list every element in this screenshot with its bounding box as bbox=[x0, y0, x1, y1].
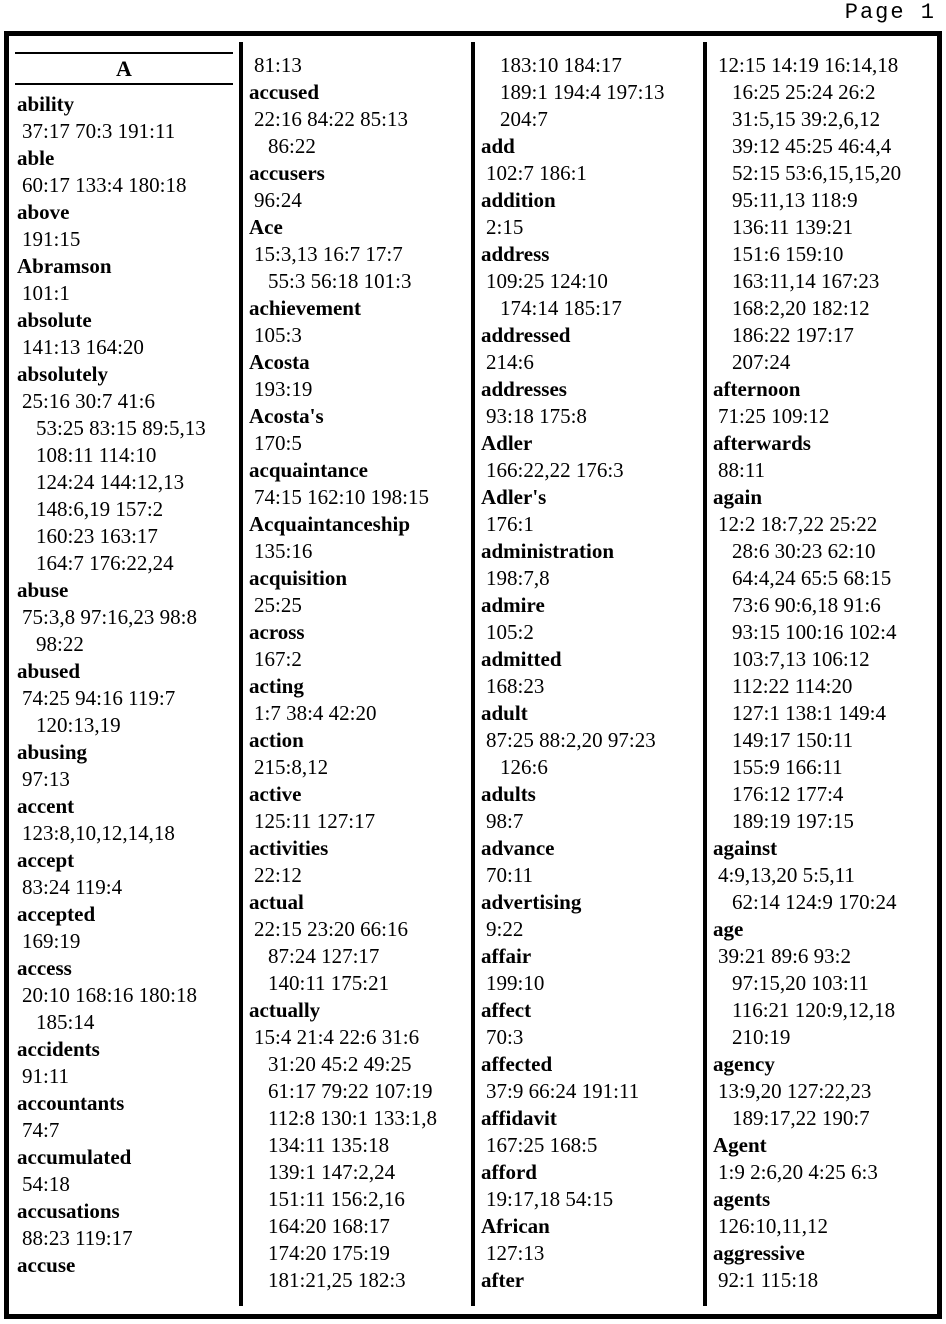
index-references-line: 97:13 bbox=[22, 767, 70, 791]
index-references-line: 70:3 bbox=[486, 1025, 524, 1049]
index-references-line: 86:22 bbox=[268, 134, 316, 158]
index-term: again bbox=[713, 485, 763, 509]
index-references-line: 160:23 163:17 bbox=[36, 524, 158, 548]
index-term: action bbox=[249, 728, 304, 752]
index-references-line: 134:11 135:18 bbox=[268, 1133, 390, 1157]
index-references-line: 55:3 56:18 101:3 bbox=[268, 269, 412, 293]
index-references-line: 101:1 bbox=[22, 281, 70, 305]
index-term: against bbox=[713, 836, 778, 860]
index-term: addresses bbox=[481, 377, 567, 401]
index-references-line: 214:6 bbox=[486, 350, 534, 374]
index-term: address bbox=[481, 242, 550, 266]
index-references-line: 126:10,11,12 bbox=[718, 1214, 829, 1238]
index-term: after bbox=[481, 1268, 525, 1292]
index-references-line: 136:11 139:21 bbox=[732, 215, 854, 239]
index-references-line: 70:11 bbox=[486, 863, 534, 887]
index-references-line: 102:7 186:1 bbox=[486, 161, 587, 185]
index-references-line: 98:22 bbox=[36, 632, 84, 656]
index-column-2 bbox=[241, 36, 473, 1314]
index-term: age bbox=[713, 917, 744, 941]
index-term: absolutely bbox=[17, 362, 109, 386]
index-references-line: 54:18 bbox=[22, 1172, 70, 1196]
index-references-line: 60:17 133:4 180:18 bbox=[22, 173, 187, 197]
index-term: addressed bbox=[481, 323, 571, 347]
index-references-line: 176:1 bbox=[486, 512, 534, 536]
index-term: afternoon bbox=[713, 377, 801, 401]
index-references-line: 74:15 162:10 198:15 bbox=[254, 485, 430, 509]
index-references-line: 189:17,22 190:7 bbox=[732, 1106, 870, 1130]
index-term: affected bbox=[481, 1052, 553, 1076]
index-term: aggressive bbox=[713, 1241, 805, 1265]
index-references-line: 25:16 30:7 41:6 bbox=[22, 389, 156, 413]
index-references-line: 22:16 84:22 85:13 bbox=[254, 107, 409, 131]
index-references-line: 31:20 45:2 49:25 bbox=[268, 1052, 412, 1076]
column-divider bbox=[239, 42, 243, 1306]
index-references-line: 28:6 30:23 62:10 bbox=[732, 539, 876, 563]
index-term: adults bbox=[481, 782, 536, 806]
index-references-line: 105:2 bbox=[486, 620, 534, 644]
index-references-line: 1:9 2:6,20 4:25 6:3 bbox=[718, 1160, 878, 1184]
index-references-line: 109:25 124:10 bbox=[486, 269, 608, 293]
index-references-line: 37:9 66:24 191:11 bbox=[486, 1079, 640, 1103]
index-term: Acquaintanceship bbox=[249, 512, 411, 536]
index-references-line: 167:25 168:5 bbox=[486, 1133, 598, 1157]
index-references-line: 16:25 25:24 26:2 bbox=[732, 80, 876, 104]
index-term: advertising bbox=[481, 890, 582, 914]
page-number-label: Page 1 bbox=[844, 0, 936, 25]
index-references-line: 61:17 79:22 107:19 bbox=[268, 1079, 433, 1103]
index-term: actual bbox=[249, 890, 304, 914]
index-term: Acosta bbox=[249, 350, 310, 374]
index-term: accusers bbox=[249, 161, 325, 185]
index-references-line: 174:20 175:19 bbox=[268, 1241, 390, 1265]
index-references-line: 215:8,12 bbox=[254, 755, 329, 779]
index-references-line: 185:14 bbox=[36, 1010, 95, 1034]
index-references-line: 183:10 184:17 bbox=[500, 53, 622, 77]
index-references-line: 112:22 114:20 bbox=[732, 674, 853, 698]
index-references-line: 81:13 bbox=[254, 53, 302, 77]
index-term: accountants bbox=[17, 1091, 125, 1115]
column-divider bbox=[471, 42, 475, 1306]
index-term: Adler bbox=[481, 431, 533, 455]
index-references-line: 91:11 bbox=[22, 1064, 70, 1088]
index-references-line: 88:23 119:17 bbox=[22, 1226, 133, 1250]
index-term: acting bbox=[249, 674, 304, 698]
index-references-line: 92:1 115:18 bbox=[718, 1268, 819, 1292]
index-references-line: 135:16 bbox=[254, 539, 313, 563]
index-references-line: 151:11 156:2,16 bbox=[268, 1187, 405, 1211]
index-term: Acosta's bbox=[249, 404, 324, 428]
index-term: admitted bbox=[481, 647, 562, 671]
index-term: adult bbox=[481, 701, 528, 725]
index-references-line: 15:3,13 16:7 17:7 bbox=[254, 242, 403, 266]
index-references-line: 193:19 bbox=[254, 377, 313, 401]
index-references-line: 210:19 bbox=[732, 1025, 791, 1049]
index-term: Adler's bbox=[481, 485, 547, 509]
index-term: African bbox=[481, 1214, 550, 1238]
index-references-line: 98:7 bbox=[486, 809, 524, 833]
index-term: accept bbox=[17, 848, 75, 872]
index-references-line: 13:9,20 127:22,23 bbox=[718, 1079, 872, 1103]
index-references-line: 168:23 bbox=[486, 674, 545, 698]
index-references-line: 127:1 138:1 149:4 bbox=[732, 701, 887, 725]
index-references-line: 155:9 166:11 bbox=[732, 755, 843, 779]
index-references-line: 191:15 bbox=[22, 227, 81, 251]
index-references-line: 164:7 176:22,24 bbox=[36, 551, 174, 575]
index-references-line: 189:1 194:4 197:13 bbox=[500, 80, 665, 104]
column-divider bbox=[703, 42, 707, 1306]
index-term: across bbox=[249, 620, 305, 644]
index-references-line: 87:25 88:2,20 97:23 bbox=[486, 728, 656, 752]
index-term: addition bbox=[481, 188, 556, 212]
index-term: administration bbox=[481, 539, 615, 563]
index-references-line: 25:25 bbox=[254, 593, 302, 617]
index-term: abused bbox=[17, 659, 81, 683]
index-term: Abramson bbox=[17, 254, 112, 278]
index-references-line: 168:2,20 182:12 bbox=[732, 296, 870, 320]
index-references-line: 207:24 bbox=[732, 350, 791, 374]
index-references-line: 83:24 119:4 bbox=[22, 875, 123, 899]
index-term: achievement bbox=[249, 296, 361, 320]
index-references-line: 4:9,13,20 5:5,11 bbox=[718, 863, 855, 887]
index-column-3 bbox=[473, 36, 705, 1314]
index-references-line: 52:15 53:6,15,15,20 bbox=[732, 161, 902, 185]
index-references-line: 141:13 164:20 bbox=[22, 335, 144, 359]
index-references-line: 199:10 bbox=[486, 971, 545, 995]
index-references-line: 120:13,19 bbox=[36, 713, 121, 737]
index-term: abusing bbox=[17, 740, 88, 764]
index-references-line: 181:21,25 182:3 bbox=[268, 1268, 406, 1292]
index-references-line: 167:2 bbox=[254, 647, 302, 671]
index-column-1 bbox=[9, 36, 241, 1314]
index-term: absolute bbox=[17, 308, 92, 332]
index-references-line: 127:13 bbox=[486, 1241, 545, 1265]
index-term: acquaintance bbox=[249, 458, 369, 482]
index-column-4 bbox=[705, 36, 937, 1314]
index-term: ability bbox=[17, 92, 75, 116]
index-references-line: 64:4,24 65:5 68:15 bbox=[732, 566, 892, 590]
index-term: accepted bbox=[17, 902, 96, 926]
index-term: acquisition bbox=[249, 566, 348, 590]
index-term: advance bbox=[481, 836, 555, 860]
index-references-line: 9:22 bbox=[486, 917, 524, 941]
index-references-line: 105:3 bbox=[254, 323, 302, 347]
index-references-line: 37:17 70:3 191:11 bbox=[22, 119, 176, 143]
index-term: abuse bbox=[17, 578, 69, 602]
index-references-line: 22:15 23:20 66:16 bbox=[254, 917, 409, 941]
index-references-line: 116:21 120:9,12,18 bbox=[732, 998, 896, 1022]
index-term: Agent bbox=[713, 1133, 767, 1157]
index-references-line: 96:24 bbox=[254, 188, 302, 212]
index-references-line: 174:14 185:17 bbox=[500, 296, 622, 320]
index-term: accused bbox=[249, 80, 319, 104]
index-term: accusations bbox=[17, 1199, 120, 1223]
index-references-line: 53:25 83:15 89:5,13 bbox=[36, 416, 206, 440]
index-references-line: 108:11 114:10 bbox=[36, 443, 157, 467]
index-references-line: 189:19 197:15 bbox=[732, 809, 854, 833]
index-term: above bbox=[17, 200, 70, 224]
section-letter-header: A bbox=[15, 52, 233, 85]
index-term: Ace bbox=[249, 215, 283, 239]
index-references-line: 39:12 45:25 46:4,4 bbox=[732, 134, 892, 158]
index-references-line: 125:11 127:17 bbox=[254, 809, 376, 833]
index-term: add bbox=[481, 134, 515, 158]
index-references-line: 149:17 150:11 bbox=[732, 728, 854, 752]
index-term: agents bbox=[713, 1187, 771, 1211]
index-references-line: 74:7 bbox=[22, 1118, 60, 1142]
index-term: actually bbox=[249, 998, 321, 1022]
index-references-line: 74:25 94:16 119:7 bbox=[22, 686, 176, 710]
index-references-line: 2:15 bbox=[486, 215, 524, 239]
index-references-line: 15:4 21:4 22:6 31:6 bbox=[254, 1025, 420, 1049]
index-references-line: 103:7,13 106:12 bbox=[732, 647, 870, 671]
index-references-line: 166:22,22 176:3 bbox=[486, 458, 624, 482]
index-references-line: 124:24 144:12,13 bbox=[36, 470, 185, 494]
index-term: afterwards bbox=[713, 431, 811, 455]
index-references-line: 1:7 38:4 42:20 bbox=[254, 701, 377, 725]
index-references-line: 170:5 bbox=[254, 431, 302, 455]
index-term: activities bbox=[249, 836, 329, 860]
index-references-line: 112:8 130:1 133:1,8 bbox=[268, 1106, 437, 1130]
index-references-line: 198:7,8 bbox=[486, 566, 550, 590]
index-references-line: 71:25 109:12 bbox=[718, 404, 830, 428]
index-references-line: 126:6 bbox=[500, 755, 548, 779]
index-references-line: 123:8,10,12,14,18 bbox=[22, 821, 175, 845]
index-term: access bbox=[17, 956, 72, 980]
index-term: affair bbox=[481, 944, 532, 968]
index-references-line: 93:15 100:16 102:4 bbox=[732, 620, 897, 644]
index-references-line: 88:11 bbox=[718, 458, 766, 482]
index-references-line: 22:12 bbox=[254, 863, 302, 887]
index-term: active bbox=[249, 782, 302, 806]
index-references-line: 93:18 175:8 bbox=[486, 404, 587, 428]
index-references-line: 75:3,8 97:16,23 98:8 bbox=[22, 605, 198, 629]
index-references-line: 164:20 168:17 bbox=[268, 1214, 390, 1238]
index-references-line: 186:22 197:17 bbox=[732, 323, 854, 347]
index-references-line: 31:5,15 39:2,6,12 bbox=[732, 107, 881, 131]
index-term: agency bbox=[713, 1052, 775, 1076]
index-references-line: 163:11,14 167:23 bbox=[732, 269, 880, 293]
index-references-line: 73:6 90:6,18 91:6 bbox=[732, 593, 881, 617]
index-references-line: 95:11,13 118:9 bbox=[732, 188, 858, 212]
index-term: affect bbox=[481, 998, 532, 1022]
index-term: accumulated bbox=[17, 1145, 132, 1169]
index-references-line: 20:10 168:16 180:18 bbox=[22, 983, 198, 1007]
index-references-line: 19:17,18 54:15 bbox=[486, 1187, 614, 1211]
index-references-line: 151:6 159:10 bbox=[732, 242, 844, 266]
index-references-line: 148:6,19 157:2 bbox=[36, 497, 164, 521]
index-term: afford bbox=[481, 1160, 537, 1184]
index-term: accent bbox=[17, 794, 75, 818]
index-references-line: 169:19 bbox=[22, 929, 81, 953]
word-index-box bbox=[4, 31, 942, 1319]
index-references-line: 12:2 18:7,22 25:22 bbox=[718, 512, 878, 536]
index-term: admire bbox=[481, 593, 545, 617]
index-references-line: 204:7 bbox=[500, 107, 548, 131]
index-references-line: 140:11 175:21 bbox=[268, 971, 390, 995]
index-references-line: 87:24 127:17 bbox=[268, 944, 380, 968]
index-references-line: 97:15,20 103:11 bbox=[732, 971, 869, 995]
index-references-line: 139:1 147:2,24 bbox=[268, 1160, 396, 1184]
index-term: able bbox=[17, 146, 55, 170]
index-term: affidavit bbox=[481, 1106, 557, 1130]
index-references-line: 176:12 177:4 bbox=[732, 782, 844, 806]
index-references-line: 62:14 124:9 170:24 bbox=[732, 890, 897, 914]
index-term: accuse bbox=[17, 1253, 76, 1277]
index-term: accidents bbox=[17, 1037, 100, 1061]
index-references-line: 12:15 14:19 16:14,18 bbox=[718, 53, 899, 77]
index-references-line: 39:21 89:6 93:2 bbox=[718, 944, 852, 968]
